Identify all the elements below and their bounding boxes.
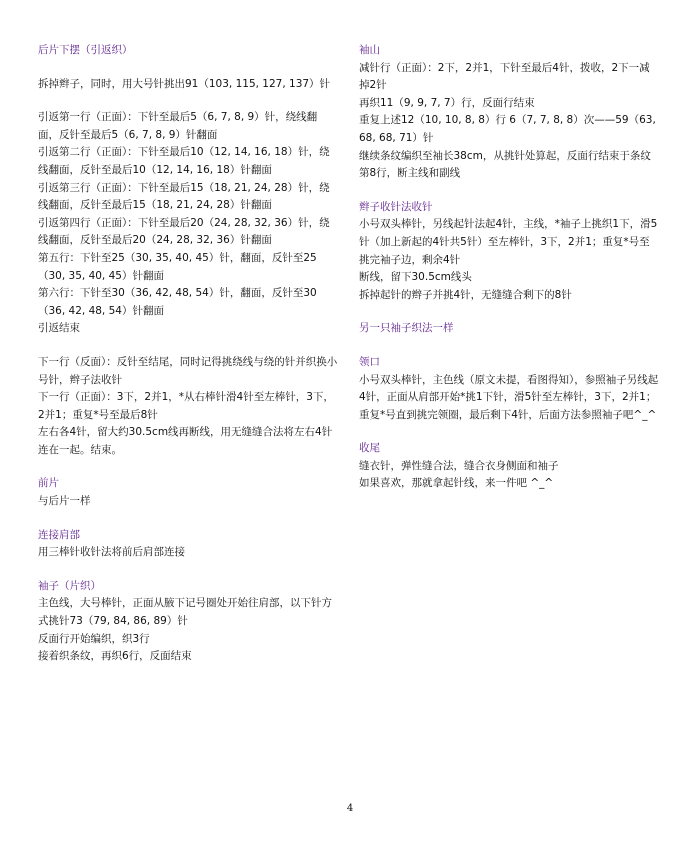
heading-neckline: 领口 (359, 355, 380, 368)
paragraph: 主色线，大号棒针，正面从腋下记号圈处开始往肩部，以下针方式挑针73（79, 84, 86, 89）针 (38, 597, 332, 628)
section-next-rows (38, 354, 338, 460)
paragraph: 接着织条纹，再织6行，反面结束 (38, 650, 192, 663)
page-number: 4 (346, 803, 354, 814)
section-sleeve-cap (359, 42, 659, 183)
paragraph: 拆掉辫子，同时，用大号针挑出91（103, 115, 127, 137）针 (38, 77, 331, 90)
heading-front: 前片 (38, 477, 59, 490)
paragraph: 小号双头棒针，另线起针法起4针，主线，*袖子上挑织1下，滑5针（加上新起的4针共5针）至左棒针，3下，2并1；重复*号至挑完袖子边，剩余4针 (359, 218, 658, 266)
section-front (38, 475, 338, 510)
paragraph: 用三棒针收针法将前后肩部连接 (38, 546, 185, 559)
paragraph: 引返第四行（正面）：下针至最后20（24, 28, 32, 36）针，绕线翻面，反针至最后20（24, 28, 32, 36）针翻面 (38, 216, 330, 247)
section-sleeve (38, 578, 338, 666)
section-other-sleeve (359, 320, 659, 338)
paragraph: 重复上述12（10, 10, 8, 8）行 6（7, 7, 8, 8）次——59（63, 68, 68, 71）针 (359, 114, 660, 144)
paragraph: 继续条纹编织至袖长38cm，从挑针处算起，反面行结束于条纹第8行，断主线和副线 (359, 149, 651, 180)
heading-sleeve: 袖子（片织） (38, 579, 101, 592)
paragraph: 如果喜欢，那就拿起针线，来一件吧 ^_^ (359, 477, 554, 490)
section-back-hem (38, 42, 338, 338)
section-shoulder (38, 527, 338, 562)
paragraph: 左右各4针，留大约30.5cm线再断线，用无缝缝合法将左右4针连在一起。结束。 (38, 426, 333, 456)
paragraph: 引返第一行（正面）：下针至最后5（6, 7, 8, 9）针，绕线翻面，反针至最后5（6, 7, 8, 9）针翻面 (38, 111, 318, 141)
paragraph: 引返第二行（正面）：下针至最后10（12, 14, 16, 18）针，绕线翻面，反针至最后10（12, 14, 16, 18）针翻面 (38, 146, 330, 176)
paragraph: 下一行（正面）：3下，2并1，*从右棒针滑4针至左棒针，3下，2并1；重复*号至最后8针 (38, 391, 334, 421)
right-column (359, 42, 659, 509)
section-neckline (359, 354, 659, 424)
paragraph: 小号双头棒针，主色线（原文未提，看图得知），参照袖子另线起4针，正面从肩部开始*挑1下针，滑5针至左棒针，3下，2并1；重复*号直到挑完领圈，最后剩下4针，后面方法参照袖子吧^_^ (359, 373, 659, 421)
paragraph: 下一行（反面）：反针至结尾，同时记得挑绕线与绕的针并织换小号针，辫子法收针 (38, 355, 338, 386)
heading-shoulder: 连接肩部 (38, 528, 80, 541)
paragraph: 断线，留下30.5cm线头 (359, 271, 472, 284)
heading-sleeve-cap: 袖山 (359, 44, 380, 56)
heading-finishing: 收尾 (359, 442, 380, 455)
heading-back-hem: 后片下摆（引返织） (38, 44, 133, 56)
paragraph: 反面行开始编织，织3行 (38, 632, 150, 645)
paragraph: 减针行（正面）：2下，2并1，下针至最后4针，拨收，2下一减掉2针 (359, 61, 650, 92)
section-finishing (359, 440, 659, 493)
section-braid-bindoff (359, 199, 659, 305)
paragraph: 再织11（9, 9, 7, 7）行，反面行结束 (359, 96, 535, 109)
left-column (38, 42, 338, 682)
paragraph: 引返结束 (38, 322, 80, 335)
paragraph: 拆掉起针的辫子并挑4针，无缝缝合剩下的8针 (359, 288, 572, 301)
heading-braid-bindoff: 辫子收针法收针 (359, 200, 433, 213)
heading-other-sleeve: 另一只袖子织法一样 (359, 322, 454, 335)
paragraph: 缝衣针，弹性缝合法，缝合衣身侧面和袖子 (359, 459, 559, 472)
paragraph: 第六行：下针至30（36, 42, 48, 54）针，翻面，反针至30（36, 42, 48, 54）针翻面 (38, 287, 317, 317)
paragraph: 引返第三行（正面）：下针至最后15（18, 21, 24, 28）针，绕线翻面，反针至最后15（18, 21, 24, 28）针翻面 (38, 181, 330, 212)
paragraph: 与后片一样 (38, 495, 91, 508)
paragraph: 第五行：下针至25（30, 35, 40, 45）针，翻面，反针至25（30, 35, 40, 45）针翻面 (38, 251, 317, 282)
